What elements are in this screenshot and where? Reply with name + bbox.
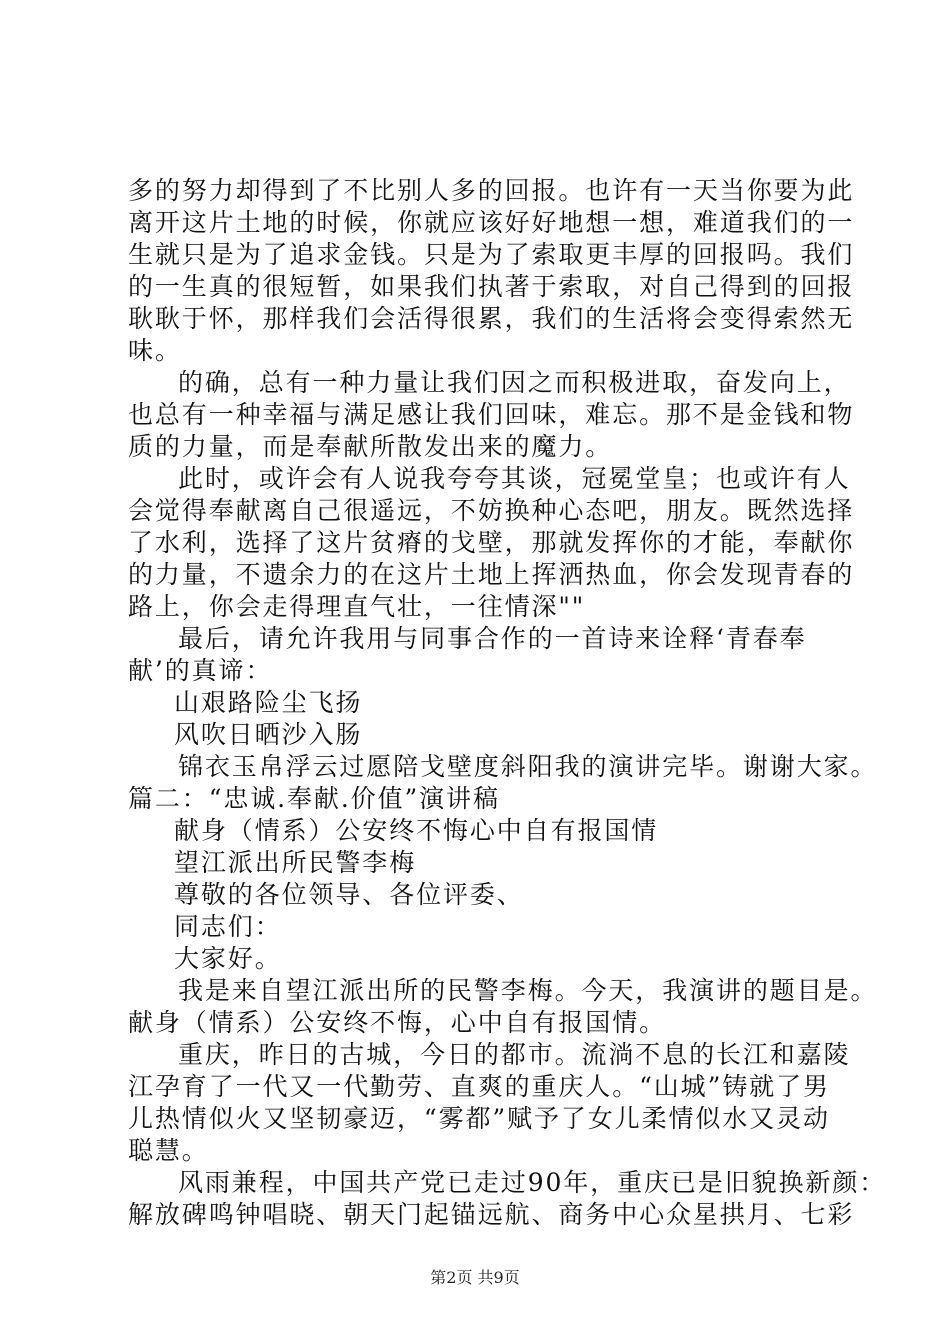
text-line: 的一生真的很短暂，如果我们执著于索取，对自己得到的回报	[128, 272, 855, 301]
text-line: 路上，你会走得理直气壮，一往情深""	[128, 592, 586, 621]
text-line: 多的努力却得到了不比别人多的回报。也许有一天当你要为此	[128, 176, 855, 205]
text-line: 了水利，选择了这片贫瘠的戈壁，那就发挥你的才能，奉献你	[128, 528, 855, 557]
speaker-line: 望江派出所民警李梅	[174, 848, 417, 877]
page-number-footer: 第2页 共9页	[430, 1268, 520, 1287]
greeting-line: 大家好。	[174, 944, 282, 973]
text-line: 我是来自望江派出所的民警李梅。今天，我演讲的题目是。	[178, 976, 878, 1005]
text-line: 会觉得奉献离自己很遥远，不妨换种心态吧，朋友。既然选择	[128, 496, 855, 525]
text-line: 味。	[128, 336, 182, 365]
text-line: 的力量，不遗余力的在这片土地上挥洒热血，你会发现青春的	[128, 560, 855, 589]
text-line: 风雨兼程，中国共产党已走过90年，重庆已是旧貌换新颜：	[178, 1168, 887, 1197]
text-line: 重庆，昨日的古城，今日的都市。流淌不息的长江和嘉陵	[178, 1040, 851, 1069]
poem-line: 风吹日晒沙入肠	[174, 720, 363, 749]
speech-title: 献身（情系）公安终不悔心中自有报国情	[174, 816, 659, 845]
document-body	[128, 175, 887, 1231]
text-line: 最后，请允许我用与同事合作的一首诗来诠释‘青春奉	[178, 624, 807, 653]
text-line: 的确，总有一种力量让我们因之而积极进取，奋发向上，	[178, 368, 851, 397]
text-line: 此时，或许会有人说我夸夸其谈，冠冕堂皇；也或许有人	[178, 464, 851, 493]
poem-line: 山艰路险尘飞扬	[174, 688, 363, 717]
text-line: 解放碑鸣钟唱晓、朝天门起锚远航、商务中心众星拱月、七彩	[128, 1200, 855, 1229]
text-line: 也总有一种幸福与满足感让我们回味，难忘。那不是金钱和物	[128, 400, 855, 429]
section-heading: 篇二：“忠诚.奉献.价值”演讲稿	[128, 784, 500, 813]
text-line: 江孕育了一代又一代勤劳、直爽的重庆人。“山城”铸就了男	[128, 1072, 830, 1101]
text-line: 献身（情系）公安终不悔，心中自有报国情。	[128, 1008, 667, 1037]
text-line: 儿热情似火又坚韧豪迈，“雾都”赋予了女儿柔情似水又灵动	[128, 1104, 830, 1133]
salutation-line: 同志们：	[174, 912, 282, 941]
text-line: 质的力量，而是奉献所散发出来的魔力。	[128, 432, 613, 461]
salutation-line: 尊敬的各位领导、各位评委、	[174, 880, 524, 909]
text-line: 耿耿于怀，那样我们会活得很累，我们的生活将会变得索然无	[128, 304, 855, 333]
text-line: 离开这片土地的时候，你就应该好好地想一想，难道我们的一	[128, 208, 855, 237]
text-line: 生就只是为了追求金钱。只是为了索取更丰厚的回报吗。我们	[128, 240, 855, 269]
text-line: 献’的真谛：	[128, 656, 273, 685]
poem-line: 锦衣玉帛浮云过愿陪戈壁度斜阳我的演讲完毕。谢谢大家。	[178, 752, 878, 781]
text-line: 聪慧。	[128, 1136, 209, 1165]
